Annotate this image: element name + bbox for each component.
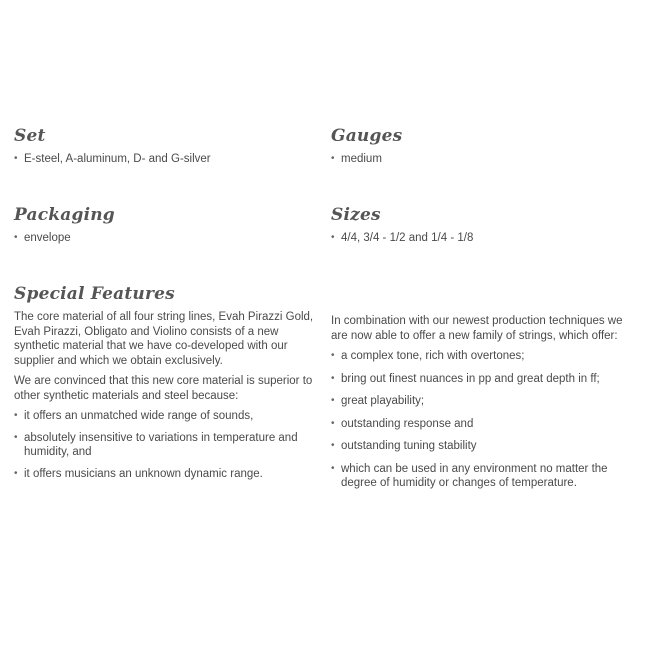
special-features-paragraph-1: The core material of all four string lines, Evah Pirazzi Gold, Evah Pirazzi, Obligato and Violino consists of a new synthetic material that we have co-developed with our supplier and which we obtain exclusively.	[14, 311, 314, 367]
packaging-list	[14, 231, 314, 246]
special-features-right-list	[331, 349, 631, 491]
sizes-heading: Sizes	[331, 205, 381, 225]
packaging-item: • envelope	[14, 231, 314, 246]
list-item: • it offers musicians an unknown dynamic range.	[14, 467, 314, 482]
special-features-right-column	[331, 314, 631, 499]
set-item: • E-steel, A-aluminum, D- and G-silver	[14, 152, 314, 167]
special-features-section	[14, 284, 314, 488]
special-features-right-paragraph: In combination with our newest production techniques we are now able to offer a new family of strings, which offer:	[331, 315, 623, 342]
list-item: • a complex tone, rich with overtones;	[331, 349, 631, 364]
list-item: • great playability;	[331, 394, 631, 409]
list-item: • outstanding tuning stability	[331, 439, 631, 454]
special-features-paragraph-2: We are convinced that this new core material is superior to other synthetic materials and steel because:	[14, 375, 313, 402]
set-heading: Set	[14, 126, 46, 146]
list-item: • outstanding response and	[331, 417, 631, 432]
sizes-section	[331, 205, 631, 254]
set-section	[14, 126, 314, 175]
set-list	[14, 152, 314, 167]
sizes-list	[331, 231, 631, 246]
special-features-left-list	[14, 409, 314, 481]
gauges-list	[331, 152, 631, 167]
gauges-item: • medium	[331, 152, 631, 167]
list-item: • bring out finest nuances in pp and great depth in ff;	[331, 372, 631, 387]
gauges-section	[331, 126, 631, 175]
gauges-heading: Gauges	[331, 126, 403, 146]
list-item: • it offers an unmatched wide range of sounds,	[14, 409, 314, 424]
list-item: • which can be used in any environment no matter the degree of humidity or changes of temperature.	[331, 462, 631, 491]
packaging-heading: Packaging	[14, 205, 115, 225]
sizes-item: • 4/4, 3/4 - 1/2 and 1/4 - 1/8	[331, 231, 631, 246]
special-features-heading: Special Features	[14, 284, 175, 304]
list-item: • absolutely insensitive to variations in temperature and humidity, and	[14, 431, 314, 460]
packaging-section	[14, 205, 314, 254]
